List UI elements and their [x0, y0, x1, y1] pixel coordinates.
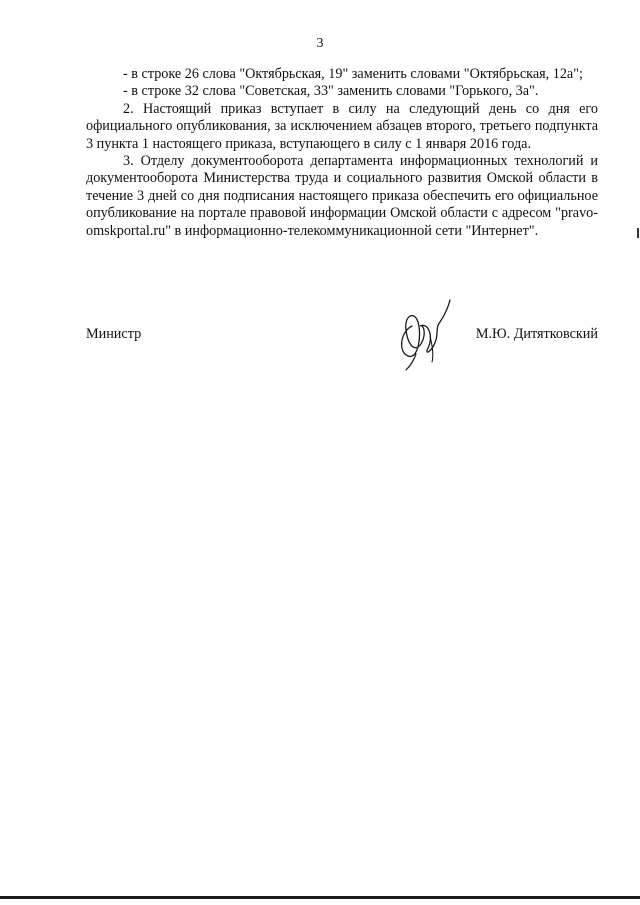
page-number: 3 — [316, 36, 324, 51]
paragraph-amendment-2: - в строке 32 слова "Советская, 33" заменить словами "Горького, 3а". — [123, 83, 539, 100]
signer-name: М.Ю. Дитятковский — [475, 326, 598, 342]
handwritten-signature-icon — [392, 296, 452, 374]
paragraph-item-2: 2. Настоящий приказ вступает в силу на следующий день со дня его официального опубликования, за исключением абзацев второго, третьего подпункта 3 пункта 1 настоящего приказа, вступающего в силу с 1 января 2016 года. — [86, 100, 598, 152]
signer-role: Министр — [86, 326, 142, 342]
scan-bottom-edge — [0, 896, 640, 899]
paragraph-item-3: 3. Отделу документооборота департамента информационных технологий и документооборота Министерства труда и социального развития Омской области в течение 3 дней со дня подписания настоящего приказа обеспечить его официальное опубликование на портале правовой информации Омской области с адресом "pravo-omskportal.ru" в информационно-телекоммуникационной сети "Интернет". — [86, 153, 598, 239]
document-body — [86, 66, 598, 240]
signature-block — [86, 296, 598, 376]
paragraph-amendment-1: - в строке 26 слова "Октябрьская, 19" заменить словами "Октябрьская, 12а"; — [123, 66, 583, 82]
scan-artifact — [637, 228, 639, 238]
